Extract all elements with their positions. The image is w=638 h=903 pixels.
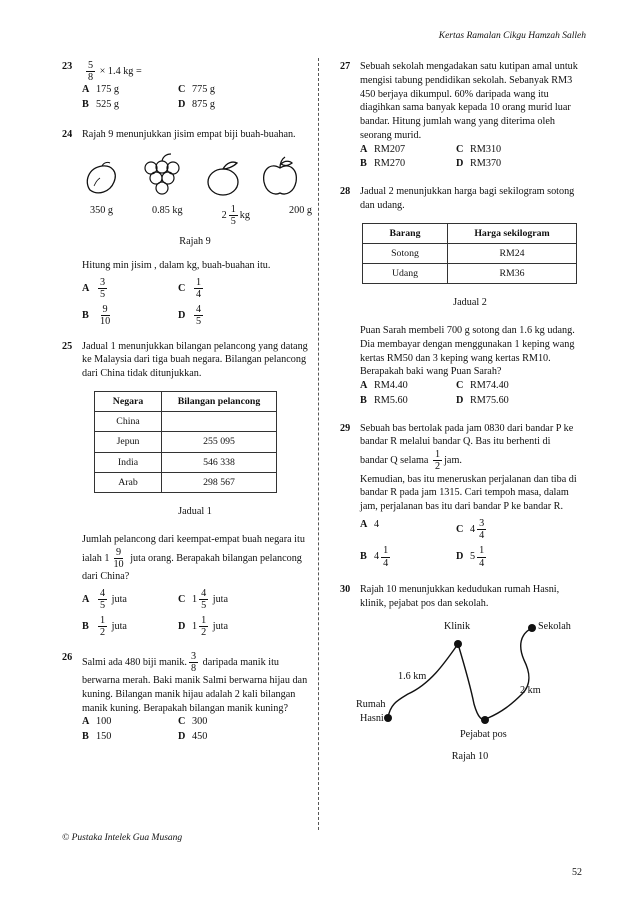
option-b[interactable]: B RM270 (360, 158, 406, 170)
option-a[interactable]: A 4 (360, 518, 380, 530)
label-clinic: Klinik (444, 621, 471, 633)
question-text: Rajah 9 menunjukkan jisim empat biji buah-buahan. (82, 128, 296, 140)
question-30 (340, 583, 580, 764)
mass-2: 0.85 kg (151, 204, 183, 216)
option-d[interactable]: D RM370 (456, 158, 502, 170)
option-a[interactable]: A 100 (82, 716, 112, 728)
question-number: 27 (340, 61, 351, 72)
question-prompt: Puan Sarah membeli 700 g sotong dan 1.6 kg udang. Dia membayar dengan menggunakan 1 keping wang kertas RM50 dan 3 keping wang kertas RM10. Berapakah baki wang Puan Sarah? (360, 325, 575, 378)
mass-3: 2 $\frac{1}{5}$ kg (221, 203, 250, 227)
question-number: 29 (340, 422, 351, 434)
option-c[interactable]: C 775 g (178, 84, 215, 96)
table-row: China (95, 412, 277, 432)
question-text: Rajah 10 menunjukkan kedudukan rumah Hasni, klinik, pejabat pos dan sekolah. (360, 583, 560, 609)
publisher-footer: © Pustaka Intelek Gua Musang (62, 833, 183, 843)
question-29 (340, 422, 580, 569)
question-text-2: Kemudian, bas itu meneruskan perjalanan dan tiba di bandar R pada jam 1315. Cari tempoh masa, dalam jam, perjalanan bas itu dari bandar P ke bandar R. (360, 473, 577, 513)
option-c[interactable]: C 300 (178, 716, 208, 728)
option-d[interactable]: D 5 $\frac{1}{4}$ (456, 545, 485, 569)
question-text: Salmi ada 480 biji manik. $\frac{3}{8}$ daripada manik itu berwarna merah. Baki manik Salmi berwarna hijau dan kuning. Bilangan manik hijau adalah 2 kali bilangan manik kuning. Berapakah bilangan manik kuning? (82, 650, 308, 714)
label-distance-1: 1.6 km (398, 671, 427, 683)
options (360, 518, 580, 569)
figure-caption: Rajah 9 (179, 236, 211, 248)
option-a[interactable]: A 175 g (82, 84, 119, 96)
option-d[interactable]: D RM75.60 (456, 394, 509, 406)
option-c[interactable]: C 4 $\frac{3}{4}$ (456, 517, 485, 542)
mango-icon (82, 160, 122, 198)
apple-icon (260, 156, 300, 198)
label-school: Sekolah (538, 621, 571, 633)
table-header: Harga sekilogram (448, 223, 577, 243)
option-b[interactable]: B RM5.60 (360, 394, 408, 406)
option-d[interactable]: D 1 $\frac{1}{2}$ juta (178, 615, 229, 639)
question-text: Sebuah bas bertolak pada jam 0830 dari bandar P ke bandar R melalui bandar Q. Bas itu berhenti di bandar Q selama $\frac{1}{2}$ jam. (360, 422, 574, 473)
table-header: Barang (363, 223, 448, 243)
question-text: Jadual 2 menunjukkan harga bagi sekilogram sotong dan udang. (360, 186, 575, 211)
column-divider (318, 58, 319, 830)
tourist-table (94, 391, 277, 493)
option-a[interactable]: A $\frac{4}{5}$ juta (82, 587, 127, 611)
table-row: Udang RM36 (363, 264, 577, 284)
option-b[interactable]: B 4 $\frac{1}{4}$ (360, 545, 389, 569)
question-prompt: Jumlah pelancong dari keempat-empat buah negara itu ialah 1 $\frac{9}{10}$ juta orang. Berapakah bilangan pelancong dari China? (82, 533, 305, 582)
options (82, 277, 308, 328)
options (82, 588, 308, 639)
table-caption: Jadual 2 (453, 297, 487, 309)
option-d[interactable]: D 875 g (178, 99, 215, 111)
left-column (62, 60, 312, 744)
mass-1: 350 g (90, 204, 113, 216)
question-text: Jadual 1 menunjukkan bilangan pelancong yang datang ke Malaysia dari tiga buah negara. Bilangan pelancong dari China tidak ditunjukkan. (82, 340, 308, 380)
table-caption: Jadual 1 (178, 505, 212, 517)
fruit-masses (82, 204, 312, 227)
options (82, 83, 308, 112)
option-c[interactable]: C RM310 (456, 143, 502, 155)
table-header: Negara (95, 391, 162, 411)
option-c[interactable]: C 1 $\frac{4}{5}$ juta (178, 587, 229, 611)
question-prompt: Hitung min jisim , dalam kg, buah-buahan itu. (82, 259, 271, 271)
option-a[interactable]: A $\frac{3}{5}$ (82, 276, 106, 300)
question-number: 25 (62, 340, 73, 352)
question-number: 28 (340, 186, 351, 198)
option-b[interactable]: B $\frac{1}{2}$ juta (82, 615, 127, 639)
label-distance-2: 2 km (520, 685, 541, 697)
table-row: Jepun 255 095 (95, 432, 277, 452)
option-b[interactable]: B $\frac{9}{10}$ (82, 304, 111, 328)
option-a[interactable]: A RM207 (360, 143, 406, 155)
table-header: Bilangan pelancong (162, 391, 277, 411)
school-node (528, 624, 536, 632)
question-number: 24 (62, 128, 73, 140)
option-c[interactable]: C RM74.40 (456, 380, 509, 392)
option-d[interactable]: D $\frac{4}{5}$ (178, 304, 202, 328)
label-home-2: Hasni (360, 713, 384, 725)
table-row: India 546 338 (95, 452, 277, 472)
home-node (384, 714, 392, 722)
option-b[interactable]: B 150 (82, 731, 112, 743)
label-post-office: Pejabat pos (460, 729, 507, 741)
table-header-row (363, 223, 577, 243)
options (360, 379, 580, 408)
question-25 (62, 340, 308, 639)
fruit-figure (82, 152, 300, 198)
label-home-1: Rumah (356, 699, 386, 711)
option-b[interactable]: B 525 g (82, 99, 119, 111)
orange-icon (203, 158, 243, 198)
question-23 (62, 60, 308, 112)
price-table (362, 223, 577, 285)
options (360, 143, 580, 172)
options (82, 715, 308, 744)
figure-caption: Rajah 10 (451, 751, 489, 763)
page-header: Kertas Ramalan Cikgu Hamzah Salleh (438, 31, 586, 41)
question-28 (340, 185, 580, 408)
fraction: $\frac{5}{8}$ (88, 60, 94, 84)
table-header-row (95, 391, 277, 411)
question-24 (62, 128, 312, 328)
table-row: Arab 298 567 (95, 472, 277, 492)
clinic-node (454, 640, 462, 648)
option-c[interactable]: C $\frac{1}{4}$ (178, 276, 202, 300)
page-number: 52 (572, 867, 582, 878)
question-27 (340, 60, 580, 171)
question-text: Sebuah sekolah mengadakan satu kutipan amal untuk mengisi tabung pendidikan sekolah. Sebanyak RM3 450 berjaya dikumpul. 60% daripada wang itu diagihkan sama banyak kepada 10 orang murid luar bandar. Hitung jumlah wang yang diterima oleh seorang murid. (360, 61, 578, 141)
option-a[interactable]: A RM4.40 (360, 380, 408, 392)
route-diagram (340, 614, 580, 744)
question-26 (62, 651, 308, 744)
mass-4: 200 g (289, 204, 312, 216)
post-office-node (481, 716, 489, 724)
grapes-icon (139, 152, 185, 198)
question-number: 26 (62, 651, 73, 663)
right-column (340, 60, 580, 774)
option-d[interactable]: D 450 (178, 731, 208, 743)
question-number: 30 (340, 583, 351, 595)
question-number: 23 (62, 61, 73, 72)
expression: × 1.4 kg = (99, 66, 142, 78)
table-row: Sotong RM24 (363, 243, 577, 263)
